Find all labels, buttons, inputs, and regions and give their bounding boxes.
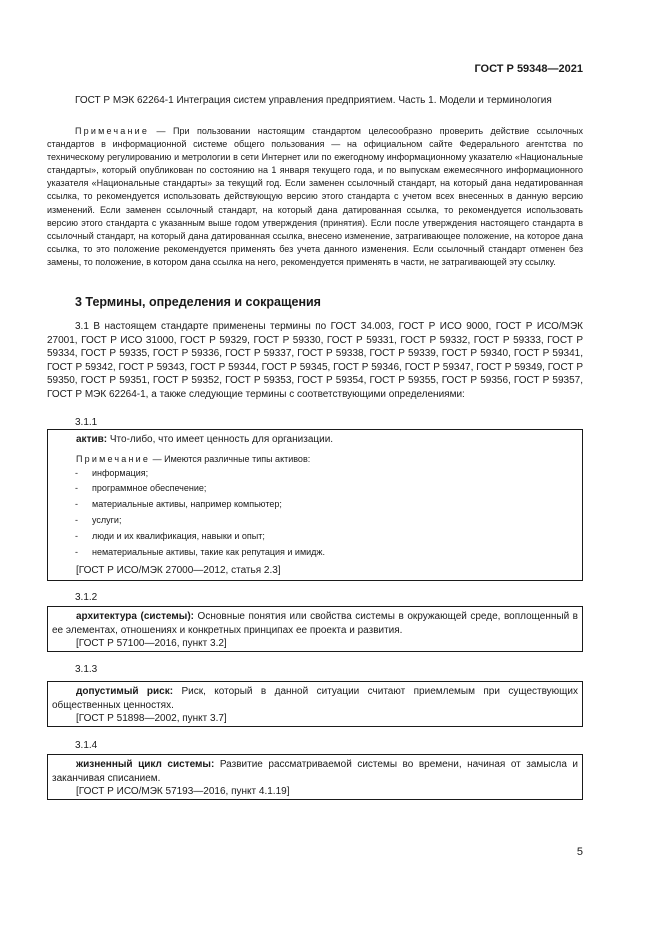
term-number: 3.1.4 — [75, 740, 98, 751]
term-definition — [52, 758, 578, 785]
asset-types-list — [76, 466, 578, 561]
list-item: - люди и их квалификация, навыки и опыт; — [48, 529, 578, 545]
section-intro: 3.1 В настоящем стандарте применены термины по ГОСТ 34.003, ГОСТ Р ИСО 9000, ГОСТ Р ИСО/МЭК 27001, ГОСТ Р ИСО 31000, ГОСТ Р 59329, ГОСТ Р 59330, ГОСТ Р 59331, ГОСТ Р 59332, ГОСТ Р 59333, ГОСТ Р 59334, ГОСТ Р 59335, ГОСТ Р 59336, ГОСТ Р 59337, ГОСТ Р 59338, ГОСТ Р 59339, ГОСТ Р 59340, ГОСТ Р 59341, ГОСТ Р 59342, ГОСТ Р 59343, ГОСТ Р 59344, ГОСТ Р 59345, ГОСТ Р 59346, ГОСТ Р 59347, ГОСТ Р 59349, ГОСТ Р 59350, ГОСТ Р 59351, ГОСТ Р 59352, ГОСТ Р 59353, ГОСТ Р 59354, ГОСТ Р 59355, ГОСТ Р 59356, ГОСТ Р 59357, ГОСТ Р МЭК 62264-1, а также следующие термины с соответствующими определениями: — [47, 321, 583, 400]
term-definition-text: Риск, который в данной ситуации считают приемлемым при существующих общественных ценностях. — [52, 686, 578, 711]
list-item: - программное обеспечение; — [48, 481, 578, 497]
term-box-architecture — [47, 606, 583, 652]
term-definition — [76, 433, 578, 447]
term-number: 3.1.1 — [75, 417, 98, 428]
term-definition-text: Что-либо, что имеет ценность для организации. — [109, 434, 334, 445]
section-title: 3 Термины, определения и сокращения — [75, 295, 321, 309]
term-box-asset — [47, 429, 583, 581]
normative-reference: ГОСТ Р МЭК 62264-1 Интеграция систем управления предприятием. Часть 1. Модели и терминология — [75, 95, 552, 106]
list-item: - услуги; — [48, 513, 578, 529]
term-number: 3.1.3 — [75, 664, 98, 675]
term-box-system-lifecycle — [47, 754, 583, 800]
term-source: [ГОСТ Р ИСО/МЭК 57193—2016, пункт 4.1.19] — [76, 786, 290, 798]
list-item: - материальные активы, например компьютер; — [48, 497, 578, 513]
note-text: — При пользовании настоящим стандартом целесообразно проверить действие ссылочных стандартов в информационной системе общего пользования — на официальном сайте Федерального агентства по техническому регулированию и метрологии в сети Интернет или по ежегодному информационному указателю «Национальные стандарты», который опубликован по состоянию на 1 января текущего года, и по выпускам ежемесячного информационного указателя «Национальные стандарты» за текущий год. Если заменен ссылочный стандарт, на который дана недатированная ссылка, то рекомендуется использовать действующую версию этого стандарта с учетом всех внесенных в данную версию изменений. Если заменен ссылочный стандарт, на который дана датированная ссылка, то рекомендуется использовать версию этого стандарта с указанным выше годом утверждения (принятия). Если после утверждения настоящего стандарта в ссылочный стандарт, на который дана датированная ссылка, внесено изменение, затрагивающее положение, на которое дана ссылка, то это положение рекомендуется применять без учета данного изменения. Если ссылочный стандарт отменен без замены, то положение, в котором дана ссылка на него, рекомендуется применять в части, не затрагивающей эту ссылку. — [47, 126, 583, 267]
term-definition — [52, 610, 578, 637]
term-number: 3.1.2 — [75, 592, 98, 603]
term-source: [ГОСТ Р ИСО/МЭК 27000—2012, статья 2.3] — [76, 565, 281, 577]
term-name: жизненный цикл системы: — [76, 759, 215, 770]
term-source: [ГОСТ Р 57100—2016, пункт 3.2] — [76, 638, 227, 650]
list-item: - нематериальные активы, такие как репутация и имидж. — [48, 545, 578, 561]
document-header-id: ГОСТ Р 59348—2021 — [474, 63, 583, 75]
term-name: актив: — [76, 434, 108, 445]
term-name: архитектура (системы): — [76, 611, 195, 622]
term-definition-text: Основные понятия или свойства системы в окружающей среде, воплощенный в ее элементах, отношениях и конкретных принципах ее проекта и развития. — [52, 611, 578, 636]
term-source: [ГОСТ Р 51898—2002, пункт 3.7] — [76, 713, 227, 725]
term-note — [76, 453, 578, 466]
term-box-acceptable-risk — [47, 681, 583, 727]
term-note-text: — Имеются различные типы активов: — [152, 453, 311, 464]
term-definition-text: Развитие рассматриваемой системы во времени, начиная от замысла и заканчивая списанием. — [52, 759, 579, 784]
note-label: Примечание — [76, 453, 151, 464]
list-item: - информация; — [48, 466, 578, 482]
term-name: допустимый риск: — [76, 686, 174, 697]
term-definition — [52, 685, 578, 712]
note-label: Примечание — [75, 126, 150, 136]
reference-note — [47, 125, 583, 269]
page-number: 5 — [576, 846, 583, 858]
